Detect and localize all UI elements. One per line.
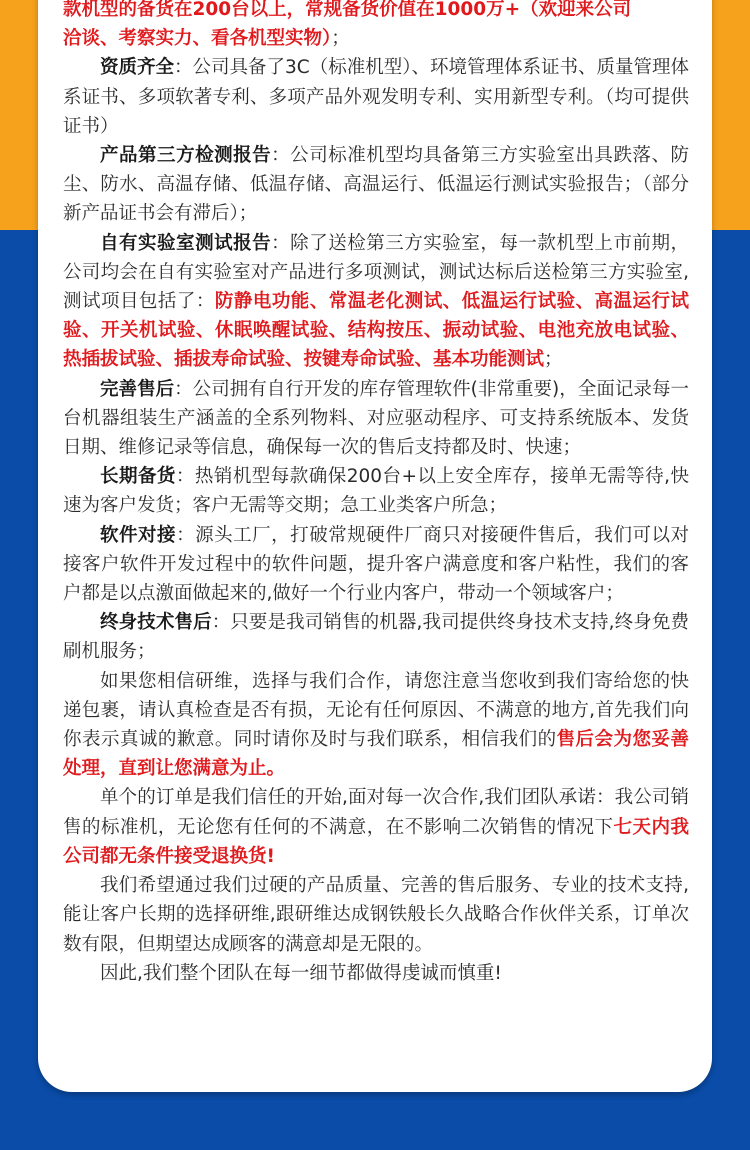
orange-band-left: [0, 0, 40, 235]
intro-red-line1: 款机型的备货在200台以上，常规备货价值在1000万+（欢迎来公司: [63, 0, 632, 20]
promise-red: 七天内我公司都无条件接受退换货!: [63, 816, 689, 867]
own-lab-text: ：除了送检第三方实验室，每一款机型上市前期，公司均会在自有实验室对产品进行多项测试，测试达标后送检第三方实验室,测试项目包括了：: [63, 232, 689, 313]
third-party-paragraph: [63, 141, 689, 229]
lifetime-text: ：只要是我司销售的机器,我司提供终身技术支持,终身免费刷机服务；: [63, 612, 689, 663]
third-party-text: ：公司标准机型均具备第三方实验室出具跌落、防尘、防水、高温存储、低温存储、高温运行、低温运行测试实验报告；（部分新产品证书会有滞后）；: [63, 145, 689, 225]
own-lab-paragraph: [63, 229, 689, 375]
after-sales-text: ：公司拥有自行开发的库存管理软件(非常重要)，全面记录每一台机器组装生产涵盖的全系列物料、对应驱动程序、可支持系统版本、发货日期、维修记录等信息，确保每一次的售后支持都及时、快速；: [63, 378, 689, 459]
trust-paragraph: [63, 667, 689, 784]
after-sales-paragraph: [63, 375, 689, 463]
qualification-text: ：公司具备了3C（标准机型）、环境管理体系证书、质量管理体系证书、多项软著专利、多项产品外观发明专利、实用新型专利。（均可提供证书）: [63, 57, 689, 137]
trust-red: 售后会为您妥善处理，直到让您满意为止。: [63, 729, 689, 780]
software-label: 软件对接: [100, 524, 177, 546]
own-lab-tail: ；: [544, 349, 563, 371]
hope-text: 我们希望通过我们过硬的产品质量、完善的售后服务、专业的技术支持,能让客户长期的选择研维,跟研维达成钢铁般长久战略合作伙伴关系，订单次数有限，但期望达成顾客的满意却是无限的。: [63, 875, 689, 955]
qualification-label: 资质齐全: [100, 57, 175, 79]
software-text: ：源头工厂，打破常规硬件厂商只对接硬件售后，我们可以对接客户软件开发过程中的软件问题，提升客户满意度和客户粘性，我们的客户都是以点激面做起来的,做好一个行业内客户，带动一个领域客户；: [63, 524, 689, 605]
lifetime-label: 终身技术售后: [100, 612, 212, 634]
intro-paragraph: [63, 0, 689, 53]
trust-text: 如果您相信研维，选择与我们合作，请您注意当您收到我们寄给您的快递包裹，请认真检查是否有损，无论有任何原因、不满意的地方,首先我们向你表示真诚的歉意。同时请你及时与我们联系，相信我们的: [63, 670, 689, 751]
stock-text: ：热销机型每款确保200台+以上安全库存，接单无需等待,快速为客户发货；客户无需等交期；急工业类客户所急；: [63, 466, 689, 517]
intro-red-line2: 洽谈、考察实力、看各机型实物）: [63, 28, 332, 50]
qualification-paragraph: [63, 53, 689, 141]
intro-tail: ；: [331, 28, 350, 50]
after-sales-label: 完善售后: [100, 378, 175, 400]
software-paragraph: [63, 521, 689, 609]
closing-text: 因此,我们整个团队在每一细节都做得虔诚而慎重!: [100, 962, 502, 984]
promise-text: 单个的订单是我们信任的开始,面对每一次合作,我们团队承诺：我公司销售的标准机，无论您有任何的不满意，在不影响二次销售的情况下: [63, 787, 689, 838]
own-lab-label: 自有实验室测试报告: [100, 232, 272, 254]
closing-paragraph: [63, 959, 689, 988]
promise-paragraph: [63, 783, 689, 871]
own-lab-red: 防静电功能、常温老化测试、低温运行试验、高温运行试验、开关机试验、休眠唤醒试验、结构按压、振动试验、电池充放电试验、热插拔试验、插拔寿命试验、按键寿命试验、基本功能测试: [63, 291, 689, 371]
hope-paragraph: [63, 871, 689, 959]
stock-label: 长期备货: [100, 466, 176, 488]
article-body: [63, 0, 689, 988]
third-party-label: 产品第三方检测报告: [100, 145, 272, 167]
lifetime-paragraph: [63, 608, 689, 666]
stock-paragraph: [63, 462, 689, 520]
